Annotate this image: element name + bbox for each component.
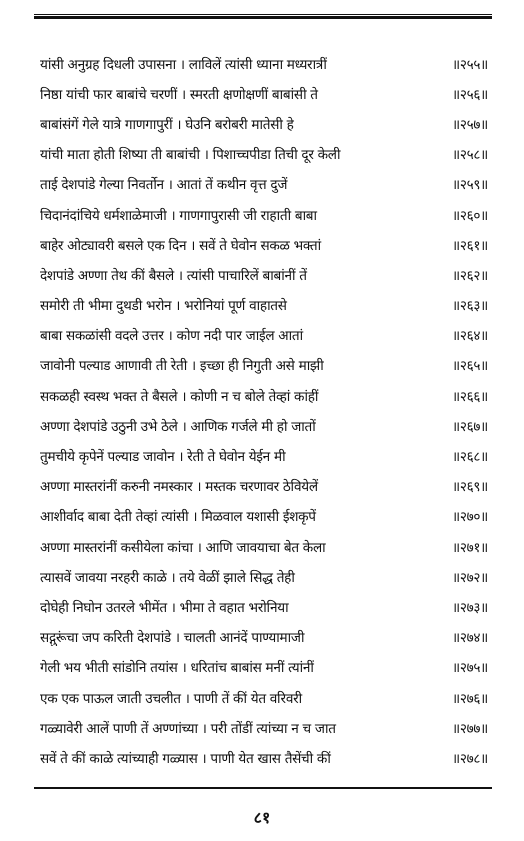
verse-line: [40, 742, 488, 772]
page-number: ८१: [253, 808, 271, 827]
verse-text: जावोनी पल्याड आणावी ती रेती । इच्छा ही निगुती असे माझी: [40, 358, 324, 375]
verse-line: [40, 380, 488, 410]
verse-line: [40, 199, 488, 229]
verse-number: ॥२५५॥: [452, 56, 488, 73]
verse-line: [40, 169, 488, 199]
verse-text: आशीर्वाद बाबा देती तेव्हां त्यांसी । मिळवाल यशासी ईशकृपें: [40, 509, 316, 526]
verse-line: [40, 652, 488, 682]
verse-line: [40, 712, 488, 742]
verse-text: त्यासवें जावया नरहरी काळे । तये वेळीं झाले सिद्ध तेही: [40, 569, 295, 586]
verse-text: अण्णा मास्तरांनीं कसीयेला कांचा । आणि जावयाचा बेत केला: [40, 539, 326, 556]
verse-line: [40, 440, 488, 470]
verse-number: ॥२६२॥: [452, 267, 488, 284]
verse-number: ॥२६४॥: [452, 328, 488, 345]
verse-line: [40, 622, 488, 652]
verse-number: ॥२७०॥: [452, 509, 488, 526]
verse-text: गळ्यावेरी आलें पाणी तें अण्णांच्या । परी तोंडीं त्यांच्या न च जात: [40, 720, 336, 737]
verse-line: [40, 139, 488, 169]
verse-number: ॥२६८॥: [452, 449, 488, 466]
verse-text: अण्णा देशपांडे उठुनी उभे ठेले । आणिक गर्जले मी हो जातों: [40, 418, 316, 435]
verse-line: [40, 108, 488, 138]
verse-text: यांसी अनुग्रह दिधली उपासना । लाविलें त्यांसी ध्याना मध्यरात्रीं: [40, 56, 327, 73]
verse-text: ताई देशपांडे गेल्या निवर्तोन । आतां तें कथीन वृत्त दुजें: [40, 177, 288, 194]
verse-text: यांची माता होती शिष्या ती बाबांची । पिशाच्चपीडा तिची दूर केली: [40, 147, 341, 164]
verse-number: ॥२७५॥: [452, 660, 488, 677]
verse-text: समोरी ती भीमा दुथडी भरोन । भरोनियां पूर्ण वाहातसे: [40, 298, 287, 315]
verse-text: देशपांडे अण्णा तेथ कीं बैसले । त्यांसी पाचारिलें बाबांनीं तें: [40, 267, 307, 284]
verse-line: [40, 531, 488, 561]
verse-number: ॥२७४॥: [452, 630, 488, 647]
verse-text: अण्णा मास्तरांनीं करुनी नमस्कार । मस्तक चरणावर ठेवियेलें: [40, 479, 318, 496]
verse-line: [40, 682, 488, 712]
verse-number: ॥२५८॥: [452, 147, 488, 164]
verse-text: चिदानंदांचिये धर्मशाळेमाजी । गाणगापुरासी जी राहाती बाबा: [40, 207, 317, 224]
verse-line: [40, 561, 488, 591]
verse-number: ॥२६९॥: [452, 479, 488, 496]
verse-number: ॥२६६॥: [452, 388, 488, 405]
verse-text: एक एक पाऊल जाती उचलीत । पाणी तें कीं येत वरिवरी: [40, 690, 302, 707]
verse-text: बाहेर ओट्यावरी बसले एक दिन । सवें ते घेवोन सकळ भक्तां: [40, 237, 321, 254]
verse-line: [40, 290, 488, 320]
bottom-rule: [34, 787, 492, 789]
verse-line: [40, 350, 488, 380]
verse-line: [40, 320, 488, 350]
verse-number: ॥२६७॥: [452, 418, 488, 435]
verse-text: सवें ते कीं काळे त्यांच्याही गळ्यास । पाणी येत खास तैसेंची कीं: [40, 750, 331, 767]
verse-number: ॥२७२॥: [452, 569, 488, 586]
verse-number: ॥२७६॥: [452, 690, 488, 707]
verse-text: तुमचीये कृपेनें पल्याड जावोन । रेती ते घेवोन येईन मी: [40, 449, 286, 466]
verse-text: सद्गुरूंचा जप करिती देशपांडे । चालती आनंदें पाण्यामाजी: [40, 630, 305, 647]
verse-number: ॥२६३॥: [452, 298, 488, 315]
verse-list: [40, 48, 488, 773]
verse-text: बाबांसंगें गेले यात्रे गाणगापुरीं । घेउनि बरोबरी मातेसी हे: [40, 116, 294, 133]
verse-line: [40, 410, 488, 440]
verse-line: [40, 229, 488, 259]
verse-text: सकळही स्वस्थ भक्त ते बैसले । कोणी न च बोले तेव्हां कांहीं: [40, 388, 319, 405]
verse-number: ॥२७८॥: [452, 750, 488, 767]
verse-number: ॥२६१॥: [452, 237, 488, 254]
verse-number: ॥२६५॥: [452, 358, 488, 375]
verse-number: ॥२५७॥: [452, 116, 488, 133]
verse-number: ॥२७७॥: [452, 720, 488, 737]
verse-line: [40, 501, 488, 531]
verse-text: निष्ठा यांची फार बाबांचे चरणीं । स्मरती क्षणोक्षणीं बाबांसी ते: [40, 86, 318, 103]
verse-number: ॥२५९॥: [452, 177, 488, 194]
verse-line: [40, 471, 488, 501]
verse-line: [40, 78, 488, 108]
verse-text: दोघेही निघोन उतरले भीमेंत । भीमा ते वहात भरोनिया: [40, 599, 289, 616]
verse-line: [40, 259, 488, 289]
verse-line: [40, 48, 488, 78]
verse-number: ॥२५६॥: [452, 86, 488, 103]
top-border: [34, 14, 492, 19]
verse-line: [40, 591, 488, 621]
verse-number: ॥२६०॥: [452, 207, 488, 224]
verse-number: ॥२७१॥: [452, 539, 488, 556]
verse-text: गेली भय भीती सांडोनि तयांस । धरितांच बाबांस मनीं त्यांनीं: [40, 660, 314, 677]
verse-text: बाबा सकळांसी वदले उत्तर । कोण नदी पार जाईल आतां: [40, 328, 303, 345]
verse-number: ॥२७३॥: [452, 599, 488, 616]
